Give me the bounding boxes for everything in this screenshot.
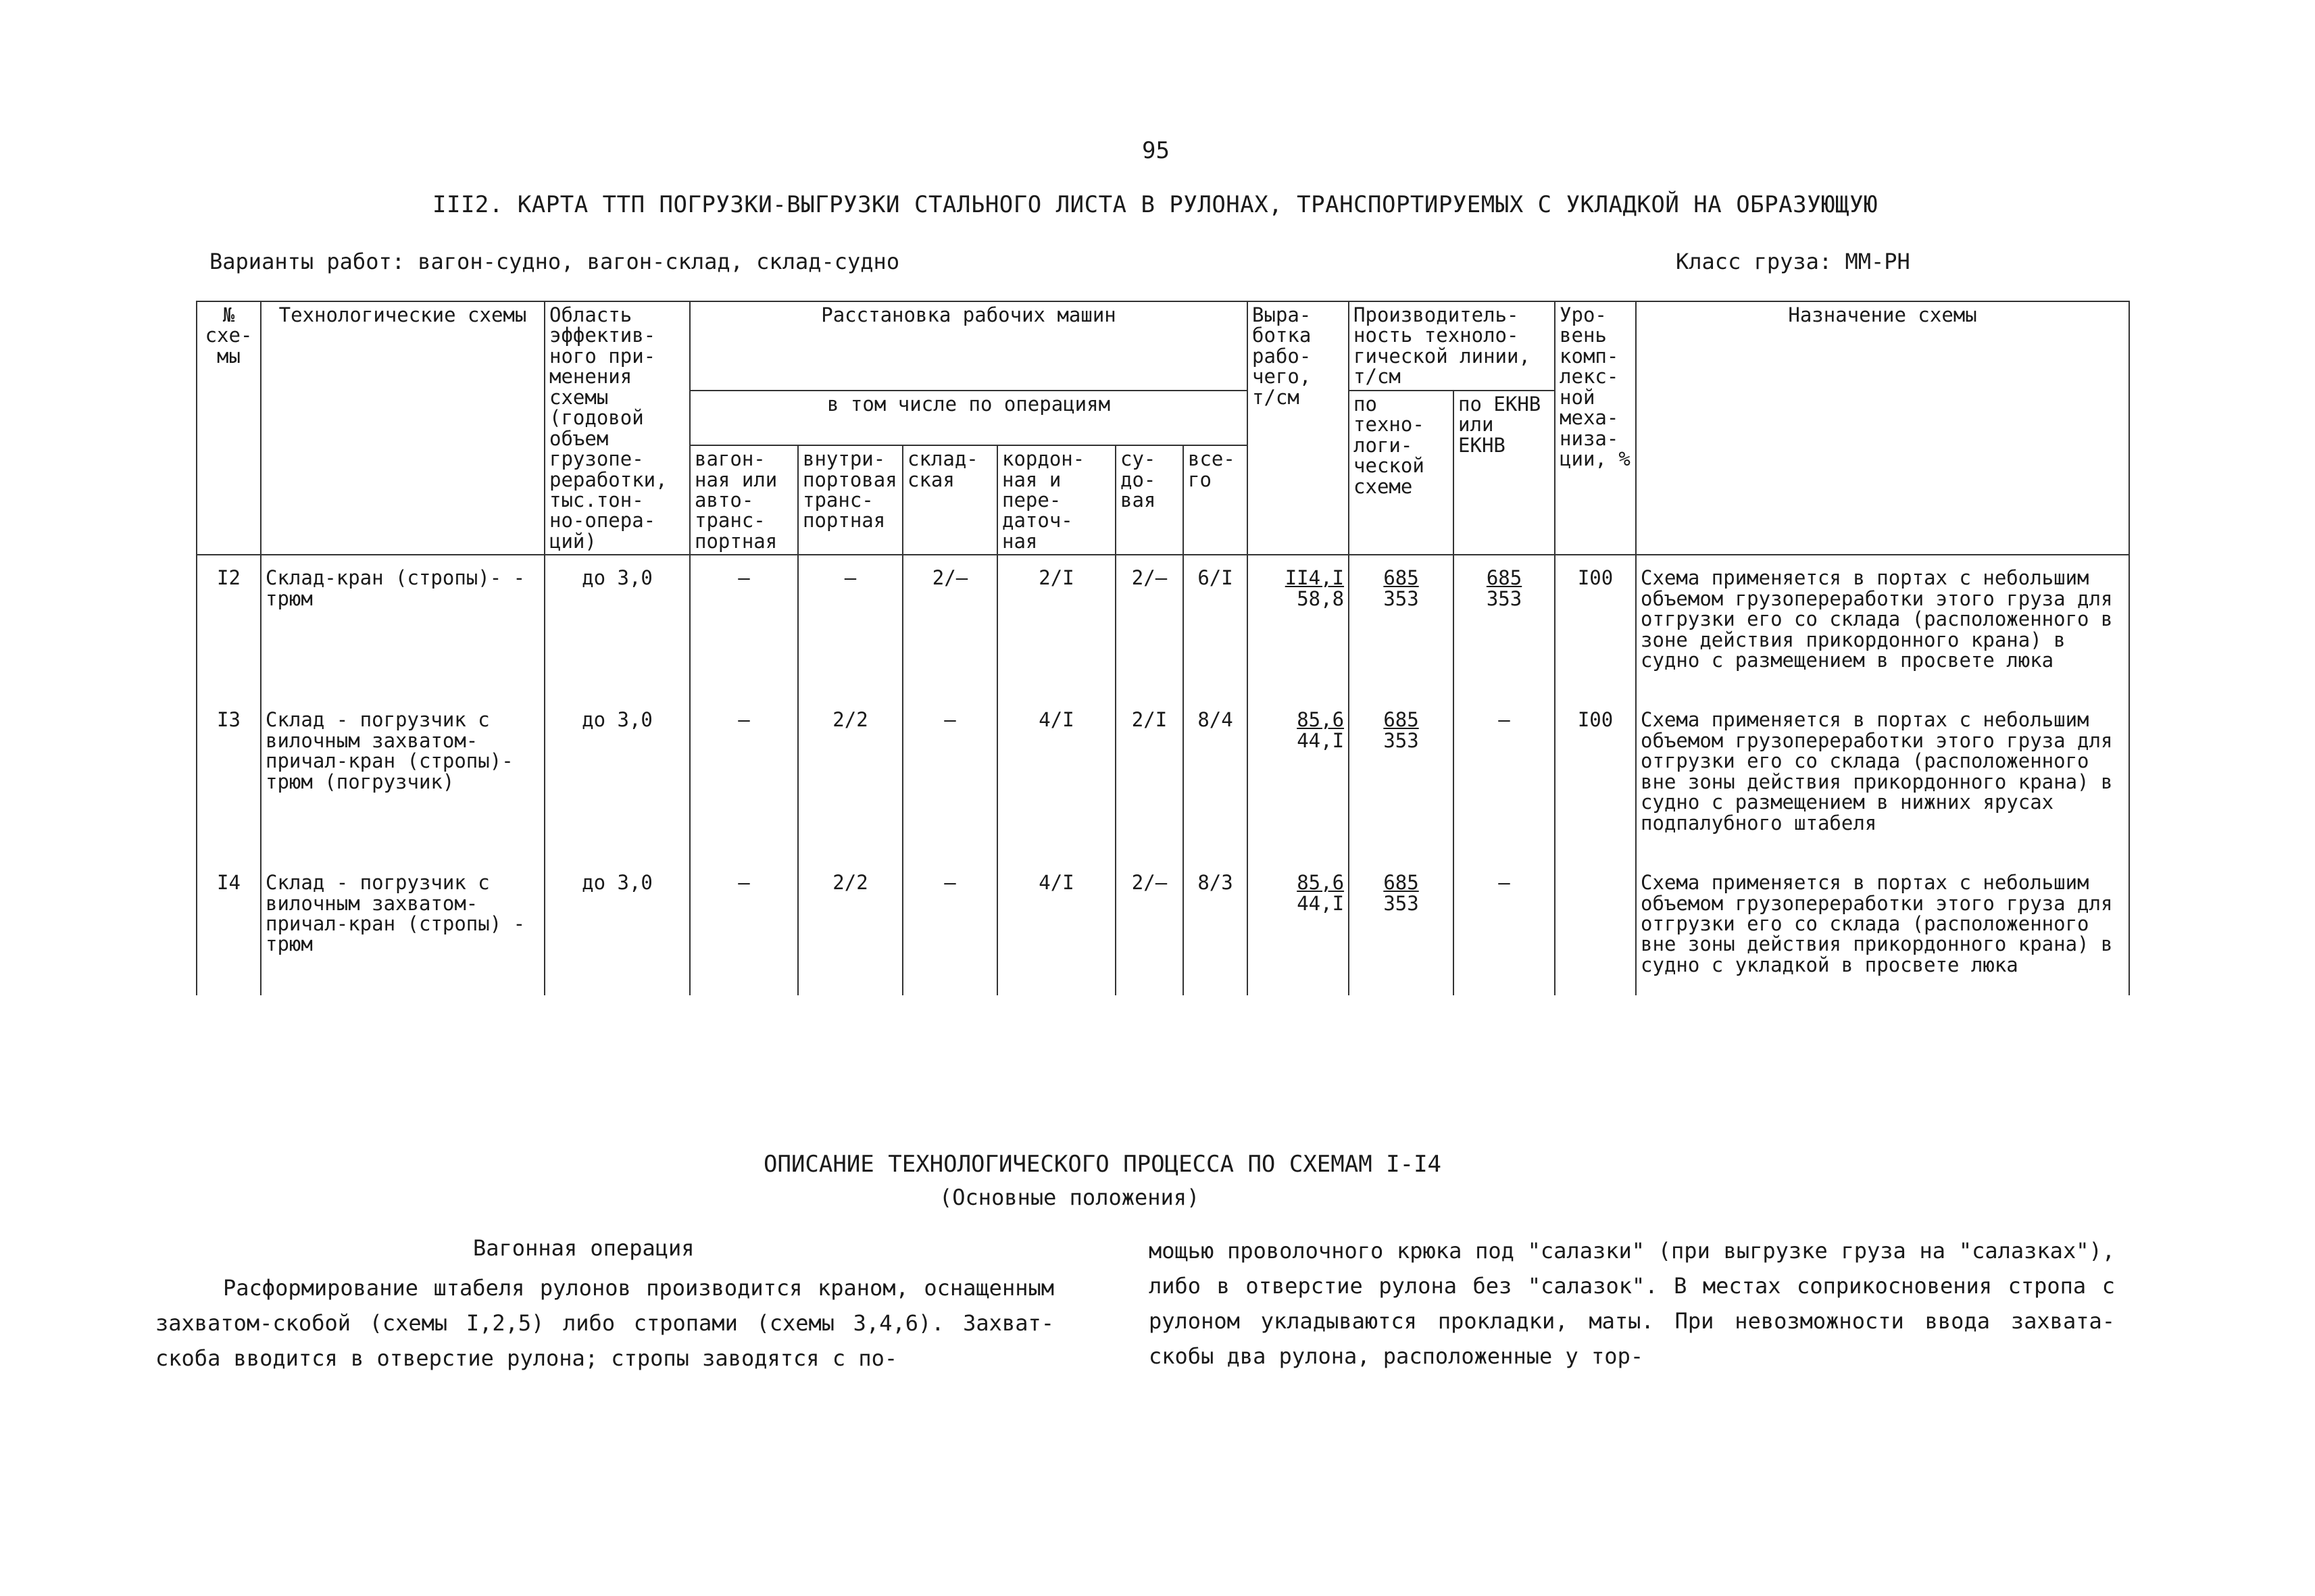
output-bottom: 44,I [1297, 728, 1345, 752]
row-cordon: 2/I [997, 555, 1116, 697]
prod-bottom: 353 [1383, 728, 1419, 752]
header-placement: Расстановка рабочих машин [690, 301, 1247, 391]
row-purpose: Схема применяется в портах с небольшим объемом грузопереработки этого груза для отгрузки его со склада (расположенного в зоне действия прикордонного крана) в судно с размещением в просвете люка [1636, 555, 2129, 697]
output-top: II4,I [1285, 566, 1345, 590]
row-area: до 3,0 [545, 555, 690, 697]
row-scheme: Склад - погрузчик с вилочным захватом-причал-кран (стропы) - трюм [261, 860, 545, 995]
header-by-ops: в том числе по операциям [690, 391, 1247, 445]
header-purpose: Назначение схемы [1636, 301, 2129, 555]
description-left-text: Расформирование штабеля рулонов производится краном, оснащенным захватом-скобой (схемы I,2,5) либо стропами (схемы 3,4,6). Захват-скоба вводится в отверстие рулона; стропы заводятся с по- [155, 1275, 1054, 1371]
row-total: 6/I [1183, 555, 1247, 697]
row-ekiv [1453, 697, 1555, 860]
row-num: I2 [197, 555, 261, 697]
row-purpose: Схема применяется в портах с небольшим объемом грузопереработки этого груза для отгрузки его со склада (расположенного вне зоны действия прикордонного крана) в судно с размещением в нижних ярусах подпалубного штабеля [1636, 697, 2129, 860]
header-by-scheme: по техно- логи- ческой схеме [1349, 391, 1453, 555]
ekiv-top: 685 [1486, 566, 1522, 590]
row-productivity [1349, 555, 1453, 697]
row-productivity [1349, 860, 1453, 995]
description-right-text: мощью проволочного крюка под "салазки" (при выгрузке груза на "салазках"), либо в отверстие рулона без "салазок". В местах соприкосновения стропа с рулоном укладываются прокладки, маты. При невозможности ввода захвата-скобы два рулона, расположенные у тор- [1149, 1238, 2115, 1369]
row-mech: I00 [1555, 555, 1636, 697]
table-row [197, 555, 2129, 697]
row-ship: 2/I [1116, 697, 1183, 860]
row-num: I4 [197, 860, 261, 995]
header-mech-level: Уро- вень комп- лекс- ной меха- низа- ции, % [1555, 301, 1636, 555]
header-total: все- го [1183, 445, 1247, 555]
row-mech: I00 [1555, 697, 1636, 860]
prod-bottom: 353 [1383, 891, 1419, 915]
header-cordon: кордон- ная и пере- даточ- ная [997, 445, 1116, 555]
row-intraport: – [798, 555, 903, 697]
row-ship: 2/– [1116, 860, 1183, 995]
header-wagon: вагон- ная или авто- транс- портная [690, 445, 798, 555]
row-intraport: 2/2 [798, 860, 903, 995]
section-title: ОПИСАНИЕ ТЕХНОЛОГИЧЕСКОГО ПРОЦЕССА ПО СХЕМАМ I-I4 [764, 1151, 1442, 1178]
row-purpose: Схема применяется в портах с небольшим объемом грузопереработки этого груза для отгрузки его со склада (расположенного вне зоны действия прикордонного крана) в судно с укладкой в просвете люка [1636, 860, 2129, 995]
header-area: Область эффектив- ного при- менения схемы (годовой объем грузопе- реработки, тыс.тон- но-опера- ций) [545, 301, 690, 555]
header-output: Выра- ботка рабо- чего, т/см [1247, 301, 1349, 555]
output-bottom: 44,I [1297, 891, 1345, 915]
row-area: до 3,0 [545, 860, 690, 995]
ekiv-bottom: 353 [1486, 587, 1522, 610]
ekiv-top: – [1498, 708, 1510, 732]
row-intraport: 2/2 [798, 697, 903, 860]
row-ekiv [1453, 860, 1555, 995]
header-productivity: Производитель- ность техноло- гической линии, т/см [1349, 301, 1555, 391]
row-num: I3 [197, 697, 261, 860]
row-wagon: – [690, 697, 798, 860]
header-ekiv: по ЕКНВ или ЕКНВ [1453, 391, 1555, 555]
prod-top: 685 [1383, 566, 1419, 590]
section-subtitle: (Основные положения) [939, 1184, 1200, 1210]
prod-bottom: 353 [1383, 587, 1419, 610]
row-total: 8/3 [1183, 860, 1247, 995]
row-wagon: – [690, 555, 798, 697]
description-left-column [155, 1270, 1054, 1376]
row-warehouse: – [903, 860, 997, 995]
work-variants: Варианты работ: вагон-судно, вагон-склад, склад-судно [209, 249, 900, 274]
prod-top: 685 [1383, 708, 1419, 732]
row-warehouse: – [903, 697, 997, 860]
row-output [1247, 860, 1349, 995]
row-cordon: 4/I [997, 860, 1116, 995]
row-mech [1555, 860, 1636, 995]
row-ship: 2/– [1116, 555, 1183, 697]
row-total: 8/4 [1183, 697, 1247, 860]
prod-top: 685 [1383, 871, 1419, 895]
operation-title: Вагонная операция [473, 1235, 695, 1261]
row-cordon: 4/I [997, 697, 1116, 860]
row-output [1247, 697, 1349, 860]
ekiv-top: – [1498, 871, 1510, 895]
cargo-class: Класс груза: ММ-РН [1676, 249, 1910, 274]
row-warehouse: 2/– [903, 555, 997, 697]
row-scheme: Склад-кран (стропы)- - трюм [261, 555, 545, 697]
row-output [1247, 555, 1349, 697]
header-num: № схе- мы [197, 301, 261, 555]
row-productivity [1349, 697, 1453, 860]
table-row [197, 697, 2129, 860]
header-schemes: Технологические схемы [261, 301, 545, 555]
row-scheme: Склад - погрузчик с вилочным захватом-причал-кран (стропы)-трюм (погрузчик) [261, 697, 545, 860]
description-right-column [1149, 1233, 2115, 1374]
header-ship: су- до- вая [1116, 445, 1183, 555]
output-bottom: 58,8 [1297, 587, 1345, 610]
row-area: до 3,0 [545, 697, 690, 860]
header-warehouse: склад- ская [903, 445, 997, 555]
page-number: 95 [1142, 137, 1170, 164]
header-intraport: внутри- портовая транс- портная [798, 445, 903, 555]
output-top: 85,6 [1297, 708, 1345, 732]
row-wagon: – [690, 860, 798, 995]
output-top: 85,6 [1297, 871, 1345, 895]
technology-table [196, 301, 2130, 995]
table-row [197, 860, 2129, 995]
row-ekiv [1453, 555, 1555, 697]
document-title: III2. КАРТА ТТП ПОГРУЗКИ-ВЫГРУЗКИ СТАЛЬНОГО ЛИСТА В РУЛОНАХ, ТРАНСПОРТИРУЕМЫХ С УКЛАДКОЙ НА ОБРАЗУЮЩУЮ [432, 191, 1878, 218]
